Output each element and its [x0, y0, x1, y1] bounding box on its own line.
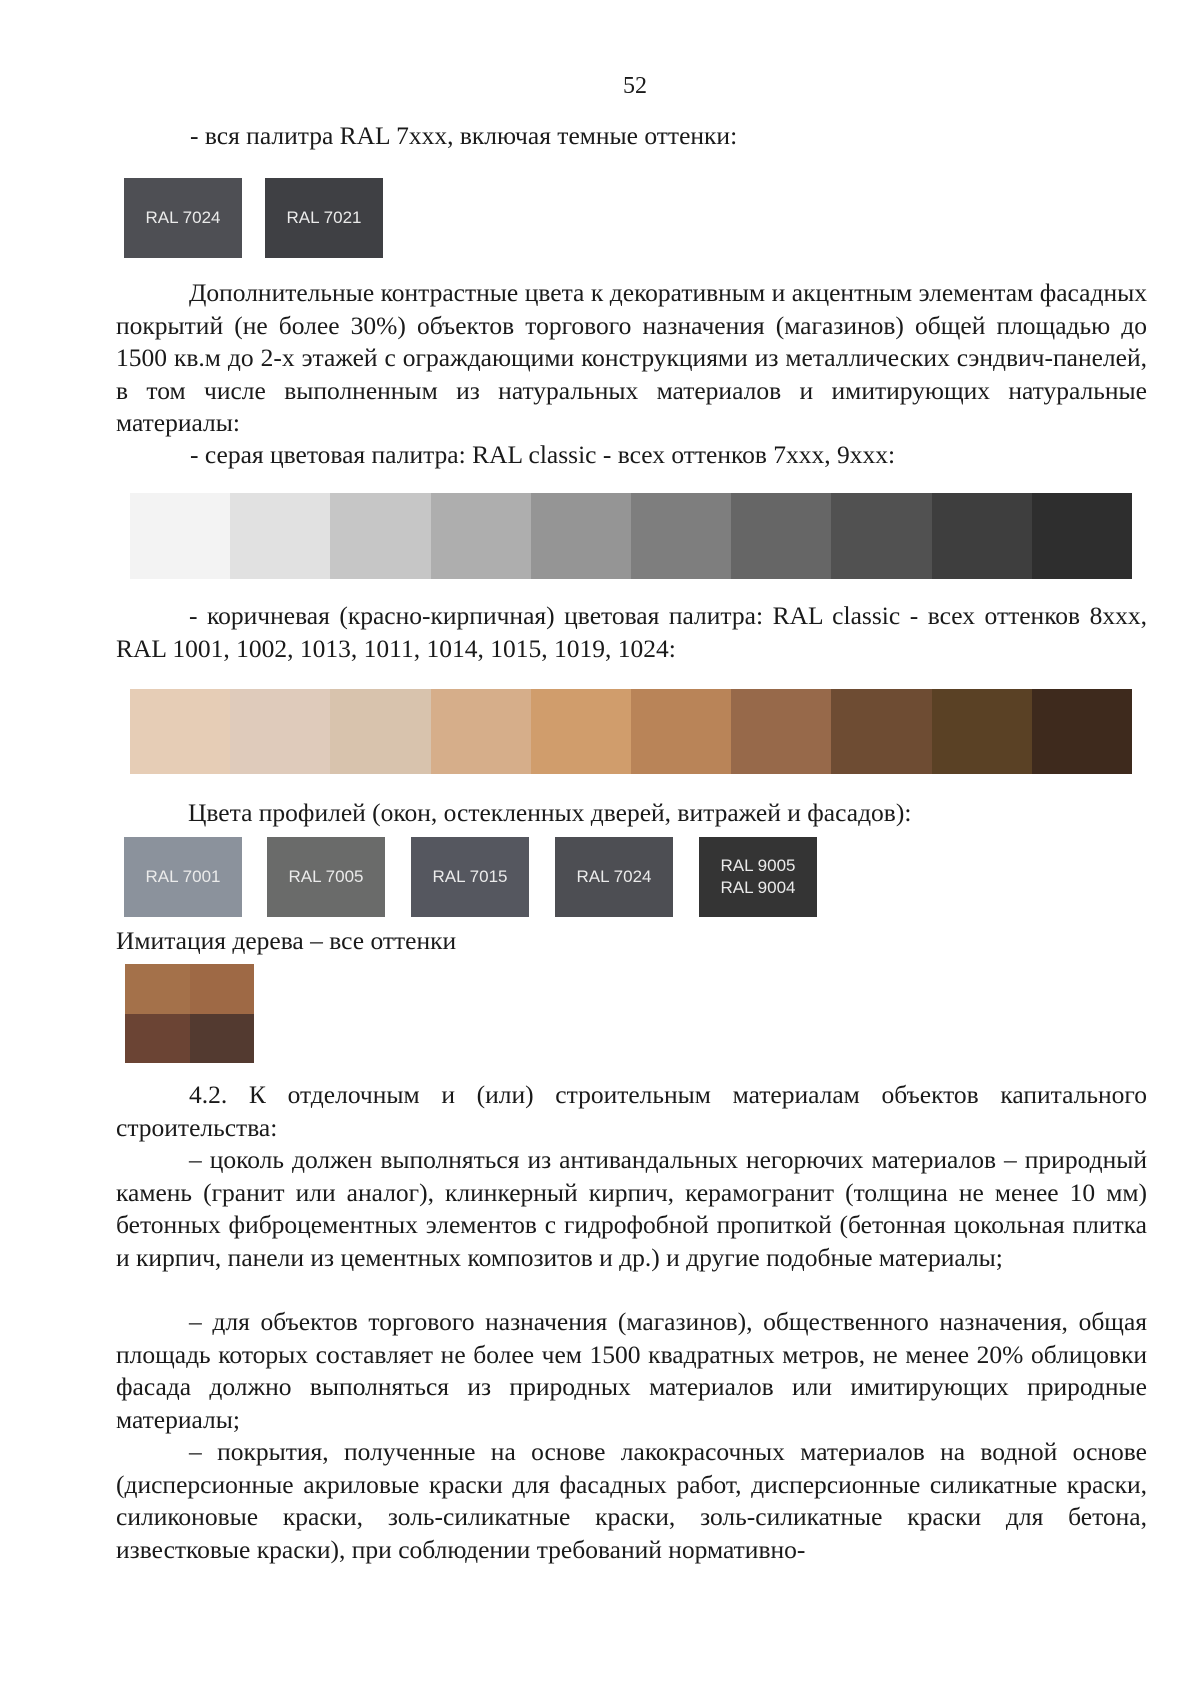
brown-strip-cell-2: [230, 689, 330, 774]
brown-strip-cell-6: [631, 689, 731, 774]
gray-strip-cell-6: [631, 493, 731, 579]
swatch-ral-7024-top: [124, 178, 242, 258]
contrast-colors-paragraph: Дополнительные контрастные цвета к декоративным и акцентным элементам фасадных покрытий (не более 30%) объектов торгового назначения (магазинов) общей площадью до 1500 кв.м до 2-х этажей с ограждающими конструкциями из металлических сэндвич-панелей, в том числе выполненным из натуральных материалов и имитирующих натуральные материалы:: [116, 278, 1147, 437]
brown-strip-cell-5: [531, 689, 631, 774]
wood-cell-2: [190, 964, 255, 1014]
gray-strip-cell-8: [831, 493, 931, 579]
swatch-label: RAL 7021: [286, 208, 362, 227]
swatch-ral-7015: [411, 837, 529, 917]
gray-palette-strip: [130, 493, 1132, 579]
brown-strip-cell-7: [731, 689, 831, 774]
gray-strip-cell-2: [230, 493, 330, 579]
swatch-ral-9005-9004: [699, 837, 817, 917]
gray-strip-cell-3: [330, 493, 430, 579]
brown-strip-cell-1: [130, 689, 230, 774]
swatch-ral-7001: [124, 837, 242, 917]
brown-palette-line: - коричневая (красно-кирпичная) цветовая палитра: RAL classic - всех оттенков 8xxx, RAL 1001, 1002, 1013, 1011, 1014, 1015, 1019, 1024:: [116, 601, 1147, 663]
swatch-ral-7005: [267, 837, 385, 917]
plinth-paragraph: – цоколь должен выполняться из антивандальных негорючих материалов – природный камень (гранит или аналог), клинкерный кирпич, керамогранит (толщина не менее 10 мм) бетонных фиброцементных элементов с гидрофобной пропиткой (бетонная цокольная плитка и кирпич, панели из цементных композитов и др.) и другие подобные материалы;: [116, 1145, 1147, 1272]
profiles-heading: Цвета профилей (окон, остекленных дверей, витражей и фасадов):: [188, 798, 912, 827]
swatch-label: RAL 7001: [145, 867, 221, 886]
swatch-ral-7024: [555, 837, 673, 917]
brown-strip-cell-3: [330, 689, 430, 774]
palette-7xxx-line: - вся палитра RAL 7xxx, включая темные оттенки:: [190, 121, 738, 150]
gray-strip-cell-7: [731, 493, 831, 579]
swatch-label: RAL 7024: [145, 208, 221, 227]
gray-palette-line: - серая цветовая палитра: RAL classic - всех оттенков 7xxx, 9xxx:: [190, 440, 896, 469]
gray-strip-cell-9: [932, 493, 1032, 579]
gray-strip-cell-1: [130, 493, 230, 579]
brown-palette-strip: [130, 689, 1132, 774]
swatch-label: RAL 7005: [288, 867, 364, 886]
swatch-label: RAL 9005: [720, 856, 796, 875]
wood-cell-3: [125, 1014, 190, 1064]
brown-strip-cell-8: [831, 689, 931, 774]
retail-facade-paragraph: – для объектов торгового назначения (магазинов), общественного назначения, общая площадь которых составляет не более чем 1500 квадратных метров, не менее 20% облицовки фасада должно выполняться из природных материалов или имитирующих природные материалы;: [116, 1307, 1147, 1434]
swatch-label-secondary: RAL 9004: [720, 878, 796, 897]
page-number: 52: [623, 73, 647, 99]
gray-strip-cell-4: [431, 493, 531, 579]
swatch-label: RAL 7024: [576, 867, 652, 886]
brown-strip-cell-10: [1032, 689, 1132, 774]
swatch-label: RAL 7015: [432, 867, 508, 886]
coatings-paragraph: – покрытия, полученные на основе лакокрасочных материалов на водной основе (дисперсионные акриловые краски для фасадных работ, дисперсионные силикатные краски, силиконовые краски, золь-силикатные краски, золь-силикатные краски для бетона, известковые краски), при соблюдении требований нормативно-: [116, 1437, 1147, 1564]
swatch-ral-7021-top: [265, 178, 383, 258]
gray-strip-cell-10: [1032, 493, 1132, 579]
materials-section-heading: 4.2. К отделочным и (или) строительным материалам объектов капитального строительства:: [116, 1080, 1147, 1142]
wood-heading: Имитация дерева – все оттенки: [116, 926, 457, 955]
wood-cell-4: [190, 1014, 255, 1064]
wood-swatch: [125, 964, 254, 1063]
brown-strip-cell-4: [431, 689, 531, 774]
wood-cell-1: [125, 964, 190, 1014]
brown-strip-cell-9: [932, 689, 1032, 774]
gray-strip-cell-5: [531, 493, 631, 579]
